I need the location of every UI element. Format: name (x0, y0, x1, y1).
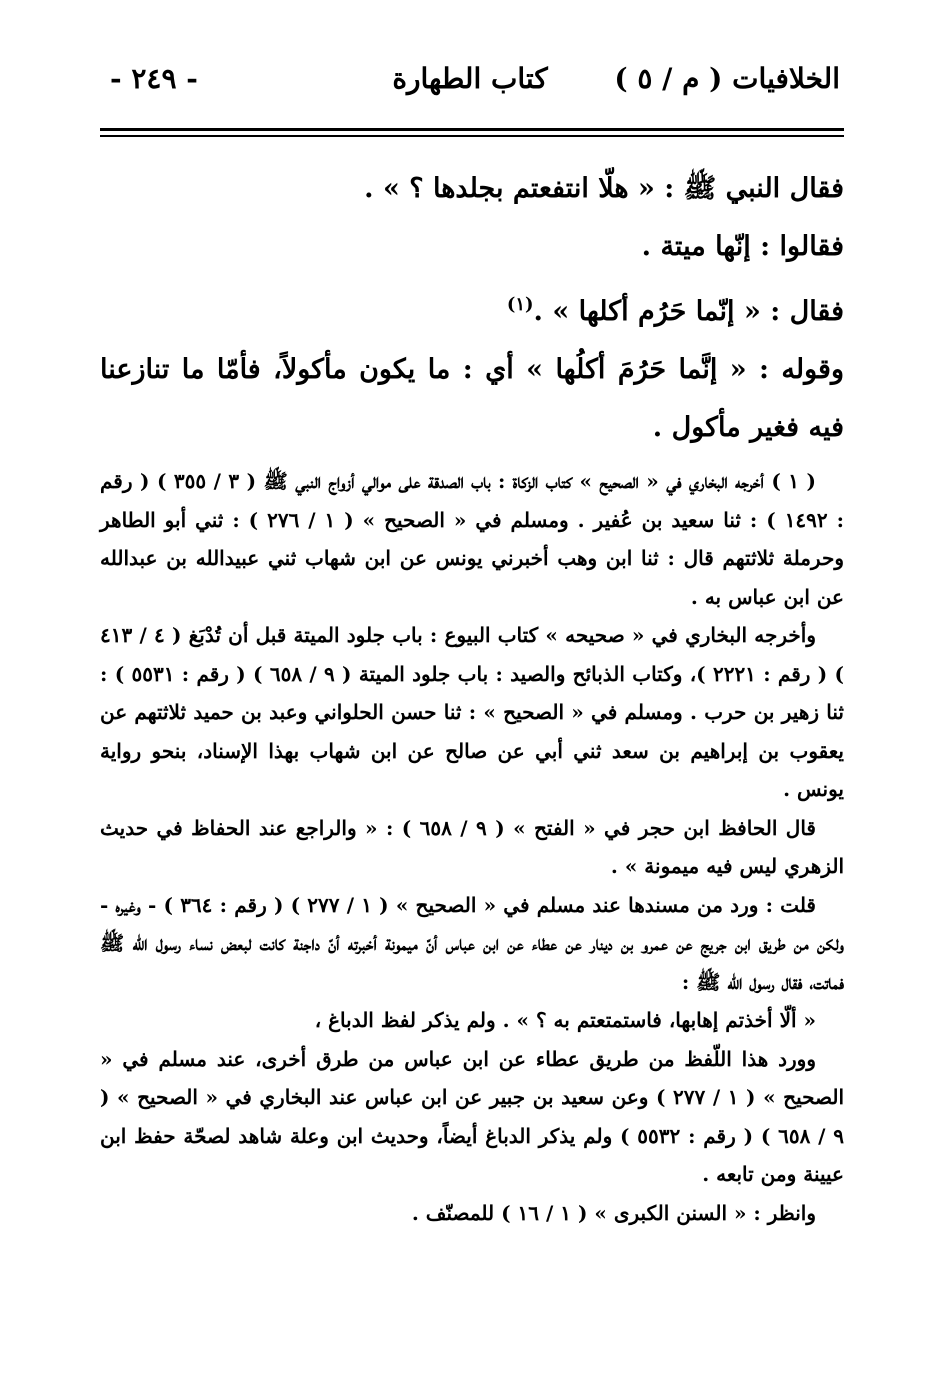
footnote-4: قلت : ورد من مسندها عند مسلم في « الصحيح » ( ١ / ٢٧٧ ) ( رقم : ٣٦٤ ) - وغيره - ولكن من طريق ابن جريج عن عمرو بن دينار عن عطاء عن ابن عباس أنّ ميمونة أخبرته أنّ داجنة كانت لبعض نساء رسول الله ﷺ فماتت، فقال رسول الله ﷺ : (100, 892, 844, 994)
page-number: - ٢٤٩ - (110, 62, 198, 95)
footnote-2: وأخرجه البخاري في « صحيحه » كتاب البيوع : باب جلود الميتة قبل أن تُدْبَغ ( ٤ / ٤١٣ ) ( رقم : ٢٢٢١ )، وكتاب الذبائح والصيد : باب جلود الميتة ( ٩ / ٦٥٨ ) ( رقم : ٥٥٣١ ) : ثنا زهير بن حرب . ومسلم في « الصحيح » : ثنا حسن الحلواني وعبد بن حميد ثلاثتهم عن يعقوب بن إبراهيم بن سعد ثني أبي عن صالح عن ابن شهاب بهذا الإسناد، بنحو رواية يونس . (100, 623, 844, 801)
footnote-5-quote: « ألّا أخذتم إهابها، فاستمتعتم به ؟ » . ولم يذكر لفظ الدباغ ، (314, 1008, 816, 1032)
footnote-6: وورد هذا اللّفظ من طريق عطاء عن ابن عباس من طرق أخرى، عند مسلم في « الصحيح » ( ١ / ٢٧٧ ) وعن سعيد بن جبير عن ابن عباس عند البخاري في « الصحيح » ( ٩ / ٦٥٨ ) ( رقم : ٥٥٣٢ ) ولم يذكر الدباغ أيضاً، وحديث ابن وعلة شاهد لصحّة حفظ ابن عيينة ومن تابعه . (100, 1046, 845, 1186)
header-chapter-title: كتاب الطهارة (392, 62, 548, 95)
main-line-4: وقوله : « إنَّما حَرُمَ أكلُها » أي : ما يكون مأكولاً، فأمّا ما تنازعنا فيه فغير مأكول . (100, 354, 844, 443)
footnote-ref: (١) (506, 294, 534, 315)
footnote-7: وانظر : « السنن الكبرى » ( ١ / ١٦ ) للمصنّف . (411, 1200, 816, 1225)
page-header (100, 62, 840, 112)
main-line-3-text: فقال : « إنّما حَرُم أكلها » . (533, 296, 844, 327)
main-line-3 (100, 276, 844, 341)
main-line-2: فقالوا : إنّها ميتة . (641, 231, 844, 262)
main-text (100, 160, 844, 457)
footnote-1: ( ١ ) أخرجه البخاري في « الصحيح » كتاب الزكاة : باب الصدقة على موالي أزواج النبي ﷺ ( ٣ / ٣٥٥ ) ( رقم : ١٤٩٢ ) : ثنا سعيد بن عُفير . ومسلم في « الصحيح » ( ١ / ٢٧٦ ) : ثني أبو الطاهر وحرملة ثلاثتهم قال : ثنا ابن وهب أخبرني يونس عن ابن شهاب ثني عبيدالله بن عبدالله عن ابن عباس به . (100, 469, 844, 609)
footnotes (100, 462, 844, 1232)
header-volume: الخلافيات ( م / ٥ ) (614, 62, 840, 95)
header-rule-thick (100, 128, 844, 131)
main-line-1: فقال النبي ﷺ : « هلّا انتفعتم بجلدها ؟ » . (364, 173, 844, 204)
footnote-3: قال الحافظ ابن حجر في « الفتح » ( ٩ / ٦٥٨ ) : « والراجع عند الحفاظ في حديث الزهري ليس فيه ميمونة » . (100, 815, 844, 878)
header-rule-thin (100, 135, 844, 137)
